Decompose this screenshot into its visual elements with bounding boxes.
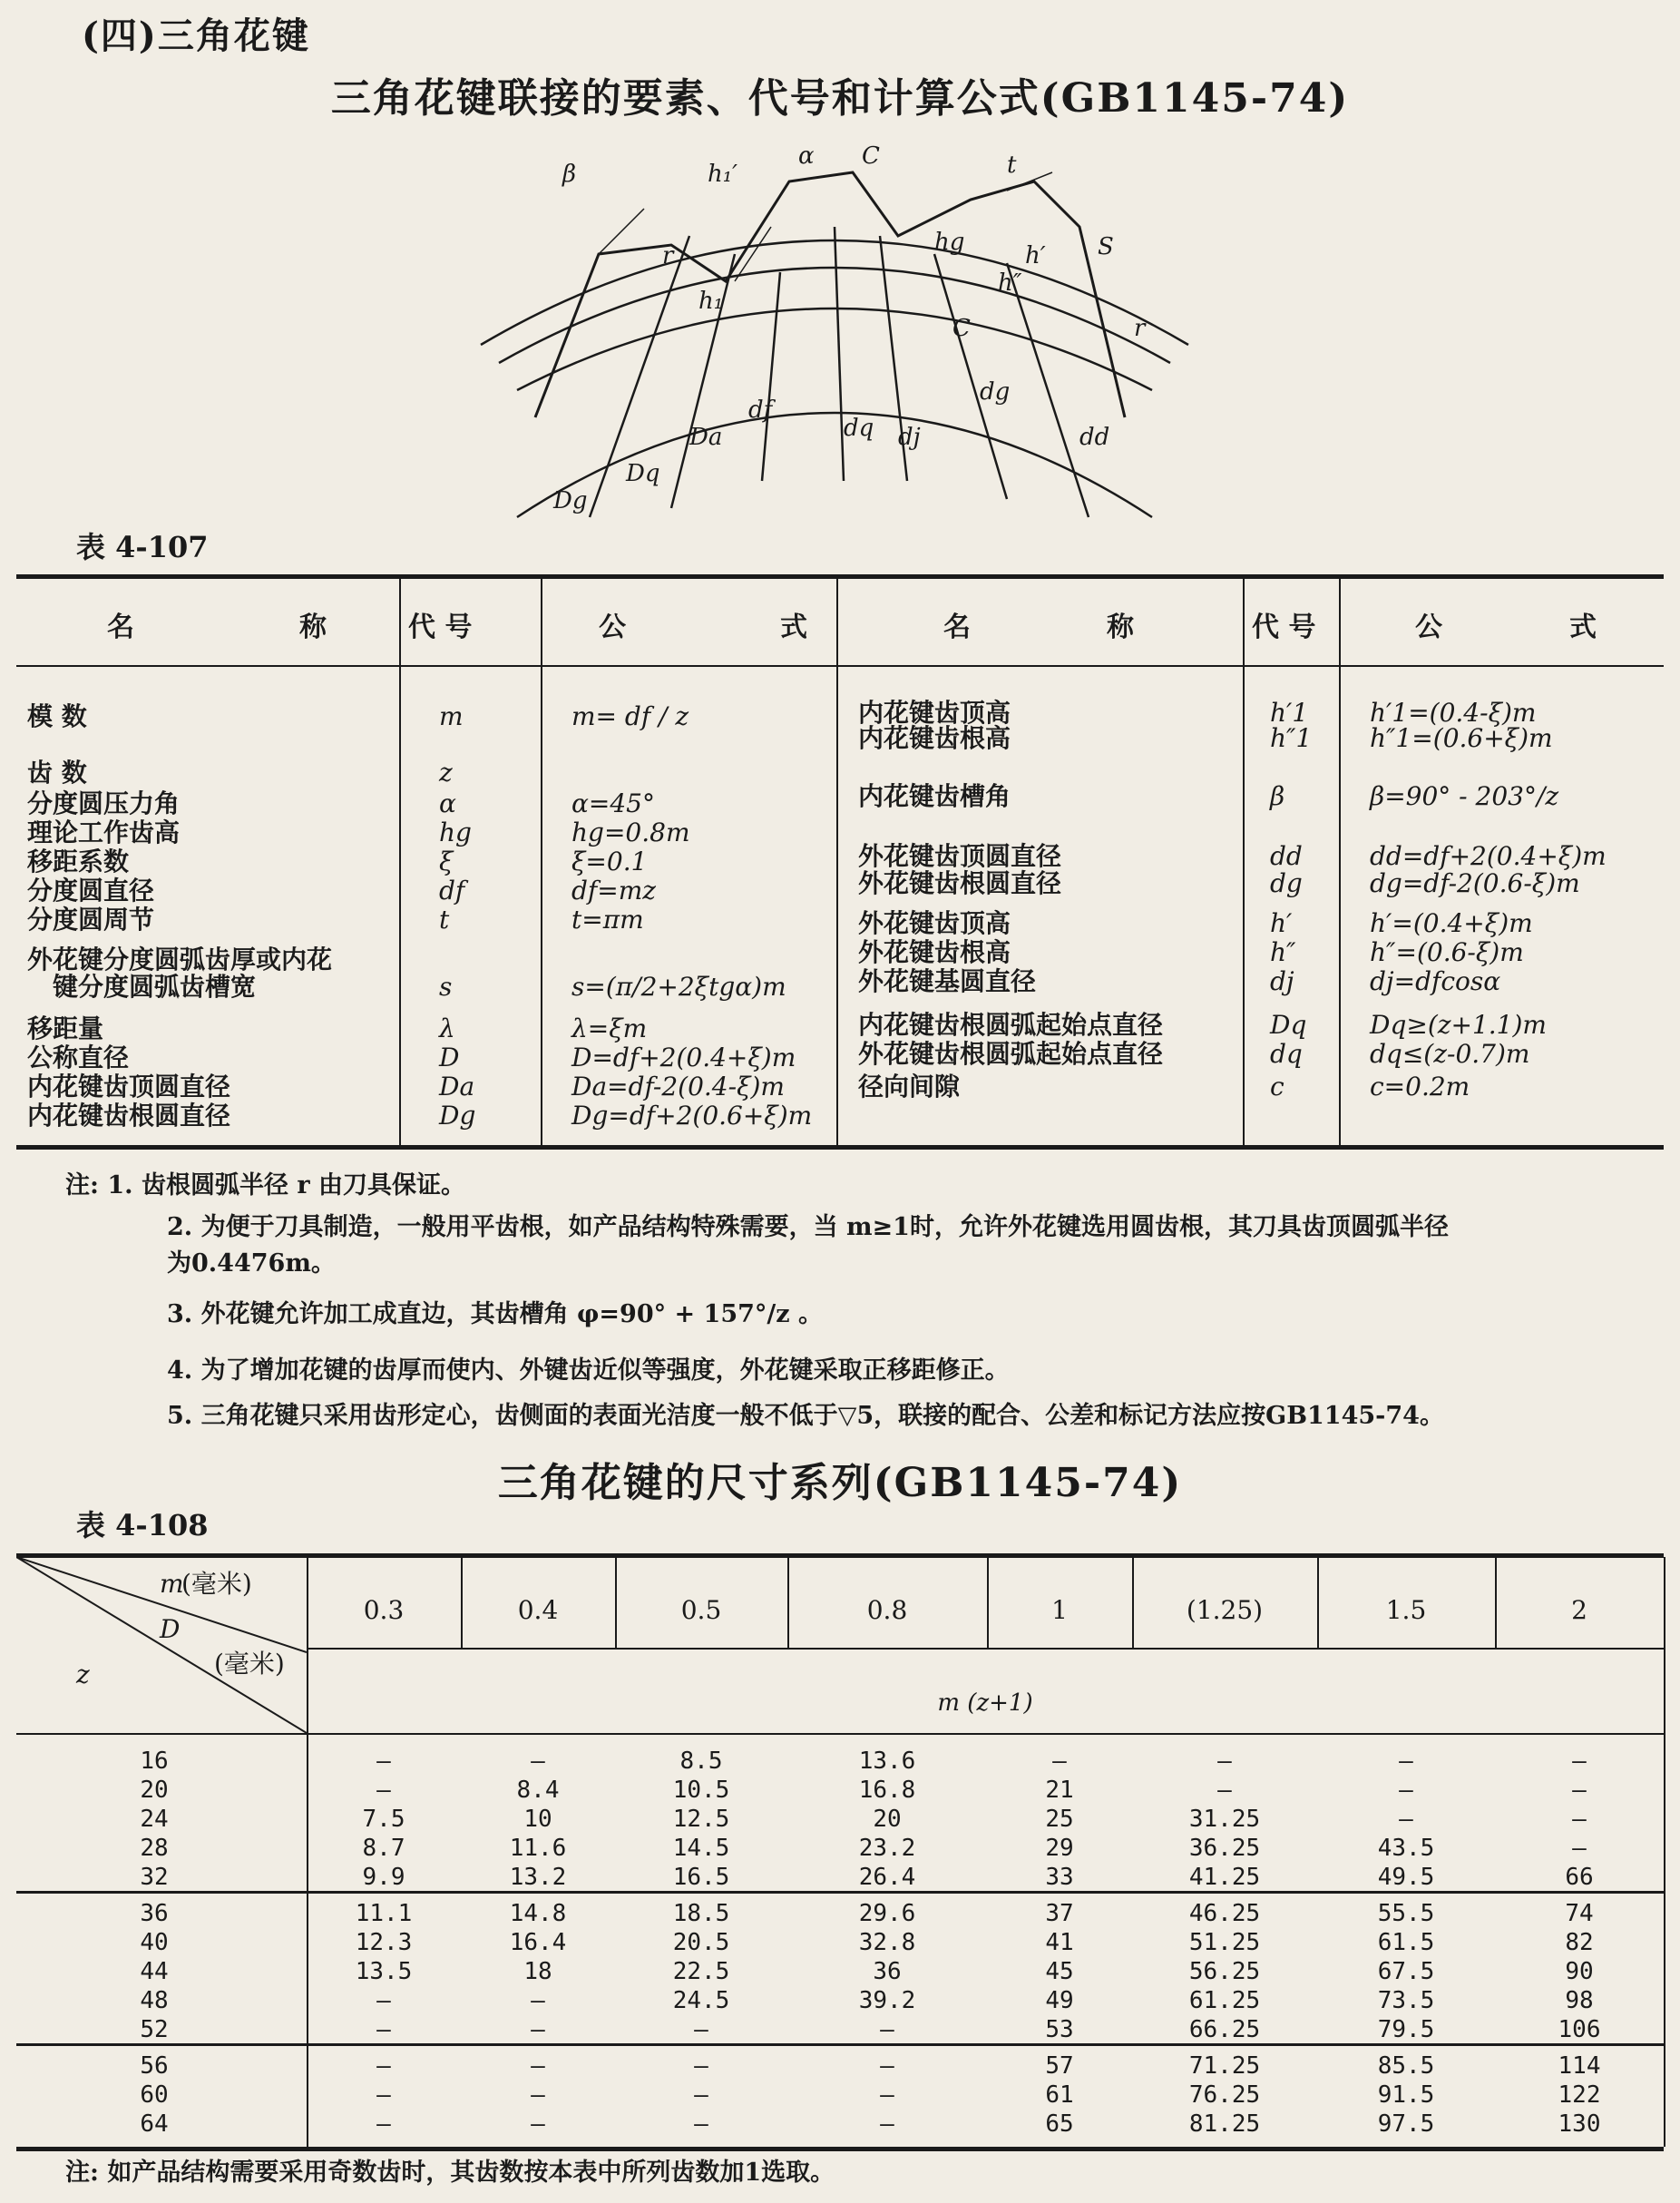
- table2-cell: 49.5: [1377, 1864, 1435, 1891]
- table2-cell: 39.2: [858, 1987, 916, 2014]
- z-cell: 24: [140, 1806, 169, 1833]
- table2-cell: —: [1052, 1748, 1067, 1775]
- table2-cell: 41: [1045, 1929, 1074, 1956]
- table2-cell: —: [880, 2016, 894, 2043]
- table2-cell: 7.5: [362, 1806, 405, 1833]
- left-row-formula: α=45°: [571, 788, 655, 818]
- z-cell: 64: [140, 2110, 169, 2138]
- table2-cell: —: [376, 1987, 391, 2014]
- left-row-code: Da: [439, 1072, 475, 1102]
- table2-cell: 29.6: [858, 1900, 916, 1927]
- z-cell: 20: [140, 1777, 169, 1804]
- left-row-formula: D=df+2(0.4+ξ)m: [571, 1043, 796, 1072]
- hdr-name-a-left: 名: [107, 612, 134, 643]
- diagram-label-beta: β: [562, 161, 577, 188]
- table2-cell: —: [1572, 1777, 1587, 1804]
- table2-cell: —: [376, 2016, 391, 2043]
- left-row-code: Dg: [439, 1101, 476, 1131]
- table2-note: 注: 如产品结构需要采用奇数齿时，其齿数按本表中所列齿数加1选取。: [65, 2159, 835, 2187]
- table2-cell: 91.5: [1377, 2081, 1435, 2109]
- note-line: 4. 为了增加花键的齿厚而使内、外键齿近似等强度，外花键采取正移距修正。: [167, 1356, 1010, 1385]
- diagram-label-dd: dd: [1079, 424, 1110, 451]
- table2-cell: 61.25: [1188, 1987, 1261, 2014]
- hdr-code-left: 代 号: [408, 612, 473, 643]
- table2-cell: 57: [1045, 2052, 1074, 2080]
- left-row-formula: df=mz: [571, 876, 657, 906]
- table2-cell: 23.2: [858, 1835, 916, 1862]
- table2-cell: 73.5: [1377, 1987, 1435, 2014]
- table2-cell: 8.5: [679, 1748, 723, 1775]
- right-row-name: 内花键齿顶高: [858, 698, 1011, 728]
- left-row-name: 外花键分度圆弧齿厚或内花: [27, 945, 333, 974]
- table2-cell: 82: [1565, 1929, 1594, 1956]
- table2-header-rule: [16, 1733, 1664, 1735]
- left-row-code: D: [439, 1043, 460, 1072]
- left-row-formula: Da=df-2(0.4-ξ)m: [571, 1072, 785, 1102]
- diagram-label-c2: C: [952, 315, 971, 342]
- right-row-name: 外花键基圆直径: [858, 966, 1037, 996]
- table2-cell: 20.5: [672, 1929, 730, 1956]
- right-row-name: 内花键齿根圆弧起始点直径: [858, 1010, 1164, 1040]
- table2-cell: 13.5: [355, 1958, 413, 1985]
- pitch-arc: [499, 268, 1170, 363]
- table2-cell: 66.25: [1188, 2016, 1261, 2043]
- z-cell: 40: [140, 1929, 169, 1956]
- left-row-name: 内花键齿根圆直径: [27, 1101, 231, 1131]
- table2-cell: 16.8: [858, 1777, 916, 1804]
- corner-d: D: [160, 1614, 181, 1644]
- left-row-formula: λ=ξm: [571, 1013, 648, 1043]
- table2-cell: —: [1572, 1806, 1587, 1833]
- right-row-formula: dg=df-2(0.6-ξ)m: [1370, 868, 1580, 898]
- table2-cell: 98: [1565, 1987, 1594, 2014]
- table2-cell: 71.25: [1188, 2052, 1261, 2080]
- right-row-formula: β=90° - 203°/z: [1370, 781, 1559, 811]
- diagram-label-c: C: [862, 142, 880, 170]
- right-row-code: h″1: [1270, 723, 1313, 753]
- table2-cell: 97.5: [1377, 2110, 1435, 2138]
- table2-cell: 61: [1045, 2081, 1074, 2109]
- right-row-name: 径向间隙: [858, 1072, 961, 1102]
- table2-cell: 37: [1045, 1900, 1074, 1927]
- z-cell: 32: [140, 1864, 169, 1891]
- z-cell: 28: [140, 1835, 169, 1862]
- right-row-formula: Dq≥(z+1.1)m: [1370, 1010, 1547, 1040]
- m-header-cell: 0.8: [866, 1595, 908, 1625]
- right-row-formula: h″1=(0.6+ξ)m: [1370, 723, 1553, 753]
- table2-cell: —: [880, 2081, 894, 2109]
- left-row-name: 分度圆周节: [27, 905, 155, 935]
- table2-cell: 90: [1565, 1958, 1594, 1985]
- diagram-label-s: S: [1098, 233, 1114, 260]
- table2-bottom-rule: [16, 2147, 1664, 2151]
- table2-cell: 85.5: [1377, 2052, 1435, 2080]
- z-cell: 60: [140, 2081, 169, 2109]
- table2-cell: 65: [1045, 2110, 1074, 2138]
- right-row-code: dj: [1270, 966, 1294, 996]
- table2-cell: 45: [1045, 1958, 1074, 1985]
- diagram-label-h1: h₁: [698, 288, 724, 315]
- table2-cell: —: [694, 2016, 708, 2043]
- table2-cell: 12.3: [355, 1929, 413, 1956]
- right-row-code: c: [1270, 1072, 1284, 1102]
- table2-cell: 11.6: [509, 1835, 567, 1862]
- table2-cell: 22.5: [672, 1958, 730, 1985]
- z-cell: 52: [140, 2016, 169, 2043]
- table2-cell: —: [376, 2081, 391, 2109]
- left-row-code: λ: [439, 1013, 455, 1043]
- left-row-name: 模 数: [27, 701, 87, 731]
- table2-cell: 74: [1565, 1900, 1594, 1927]
- table2-cell: 12.5: [672, 1806, 730, 1833]
- table2-cell: —: [694, 2052, 708, 2080]
- left-row-formula: m= df / z: [571, 701, 689, 731]
- table2-cell: 10: [523, 1806, 552, 1833]
- diagram-label-h2p: h′: [1025, 242, 1046, 269]
- center-arc: [517, 413, 1152, 517]
- table2-cell: 13.2: [509, 1864, 567, 1891]
- hdr-formula-a-right: 公: [1415, 612, 1442, 643]
- left-row-code: t: [439, 905, 450, 935]
- corner-m-unit: (毫米): [181, 1569, 252, 1599]
- left-row-code: α: [439, 788, 456, 818]
- left-row-name: 内花键齿顶圆直径: [27, 1072, 231, 1102]
- table1-header-rule: [16, 665, 1664, 667]
- table2-cell: 49: [1045, 1987, 1074, 2014]
- right-row-name: 外花键齿根圆直径: [858, 868, 1062, 898]
- right-row-code: Dq: [1270, 1010, 1307, 1040]
- table2-cell: 36: [873, 1958, 902, 1985]
- table2-cell: —: [1399, 1748, 1413, 1775]
- table2-cell: —: [1572, 1835, 1587, 1862]
- diagram-label-dj: dj: [898, 424, 921, 451]
- table2-cell: 10.5: [672, 1777, 730, 1804]
- note-line: 为0.4476m。: [167, 1249, 336, 1278]
- m-header-cell: 0.3: [363, 1595, 405, 1625]
- table2-cell: 79.5: [1377, 2016, 1435, 2043]
- note-line: 3. 外花键允许加工成直边，其齿槽角 φ=90° + 157°/z 。: [167, 1300, 823, 1328]
- left-row-formula: ξ=0.1: [571, 847, 648, 876]
- hdr-formula-a-left: 公: [599, 612, 626, 643]
- left-row-name: 分度圆压力角: [27, 788, 181, 818]
- table2-cell: —: [531, 2016, 545, 2043]
- table2-cell: —: [1572, 1748, 1587, 1775]
- z-cell: 56: [140, 2052, 169, 2080]
- right-row-name: 内花键齿槽角: [858, 781, 1011, 811]
- table2-cell: 130: [1558, 2110, 1601, 2138]
- right-row-formula: h″=(0.6-ξ)m: [1370, 937, 1524, 967]
- diagram-label-df: df: [748, 397, 773, 424]
- table2-cell: 31.25: [1188, 1806, 1261, 1833]
- right-row-code: dq: [1270, 1039, 1303, 1069]
- left-row-formula: Dg=df+2(0.6+ξ)m: [571, 1101, 813, 1131]
- table2-cell: —: [376, 1777, 391, 1804]
- table2-cell: 8.7: [362, 1835, 405, 1862]
- table2-cell: 9.9: [362, 1864, 405, 1891]
- left-row-formula: t=πm: [571, 905, 644, 935]
- left-row-name: 移距系数: [27, 847, 130, 876]
- table2-cell: 114: [1558, 2052, 1601, 2080]
- hdr-formula-b-right: 式: [1569, 612, 1597, 643]
- m-header-cell: 0.4: [517, 1595, 559, 1625]
- table2-cell: 11.1: [355, 1900, 413, 1927]
- table2-cell: 61.5: [1377, 1929, 1435, 1956]
- hdr-name-b-right: 称: [1107, 612, 1134, 643]
- right-row-code: h′: [1270, 908, 1293, 938]
- right-row-code: h′1: [1270, 698, 1309, 728]
- table2-cell: —: [531, 2052, 545, 2080]
- left-row-code: s: [439, 972, 453, 1002]
- right-row-formula: h′=(0.4+ξ)m: [1370, 908, 1533, 938]
- table2-cell: —: [694, 2081, 708, 2109]
- z-cell: 48: [140, 1987, 169, 2014]
- diagram-label-hg: hg: [934, 229, 965, 256]
- table1-title: 三角花键联接的要素、代号和计算公式(GB1145-74): [330, 75, 1350, 122]
- diagram-label-alpha: α: [798, 142, 815, 170]
- right-row-code: β: [1270, 781, 1285, 811]
- table2-cell: 36.25: [1188, 1835, 1261, 1862]
- table2-cell: 25: [1045, 1806, 1074, 1833]
- right-row-name: 外花键齿顶高: [858, 908, 1011, 938]
- m-header-cell: (1.25): [1186, 1595, 1264, 1625]
- table2-cell: 53: [1045, 2016, 1074, 2043]
- z-cell: 16: [140, 1748, 169, 1775]
- table2-cell: 41.25: [1188, 1864, 1261, 1891]
- table2-title: 三角花键的尺寸系列(GB1145-74): [497, 1460, 1183, 1506]
- diagram-label-dg-upper: Dg: [553, 487, 588, 514]
- left-row-formula: s=(π/2+2ξtgα)m: [571, 972, 786, 1002]
- left-row-code: df: [439, 876, 465, 906]
- right-row-name: 外花键齿根高: [858, 937, 1011, 967]
- table2-cell: 67.5: [1377, 1958, 1435, 1985]
- table2-cell: 76.25: [1188, 2081, 1261, 2109]
- corner-d-unit: (毫米): [214, 1649, 285, 1679]
- right-row-name: 内花键齿根高: [858, 723, 1011, 753]
- table2-cell: 16.4: [509, 1929, 567, 1956]
- left-row-name: 分度圆直径: [27, 876, 155, 906]
- left-row-name: 键分度圆弧齿槽宽: [53, 972, 257, 1002]
- table2-cell: —: [1399, 1806, 1413, 1833]
- table2-cell: —: [1399, 1777, 1413, 1804]
- table2-cell: 55.5: [1377, 1900, 1435, 1927]
- left-row-name: 齿 数: [27, 758, 87, 788]
- diagram-label-dq-upper: Dq: [626, 460, 660, 487]
- left-row-code: ξ: [439, 847, 454, 876]
- table2-cell: 29: [1045, 1835, 1074, 1862]
- table2-cell: 26.4: [858, 1864, 916, 1891]
- diagram-label-r-right: r: [1134, 315, 1146, 342]
- m-header-cell: 1: [1051, 1595, 1068, 1625]
- note-line: 注: 1. 齿根圆弧半径 r 由刀具保证。: [65, 1171, 465, 1199]
- table2-cell: —: [1217, 1748, 1232, 1775]
- table2-cell: 18.5: [672, 1900, 730, 1927]
- hdr-name-b-left: 称: [299, 612, 327, 643]
- table1-bottom-rule: [16, 1145, 1664, 1150]
- table2-cell: 43.5: [1377, 1835, 1435, 1862]
- corner-z: z: [76, 1660, 90, 1689]
- table2-cell: 66: [1565, 1864, 1594, 1891]
- note-line: 5. 三角花键只采用齿形定心，齿侧面的表面光洁度一般不低于▽5，联接的配合、公差和标记方法应按GB1145-74。: [167, 1402, 1444, 1430]
- right-row-formula: h′1=(0.4-ξ)m: [1370, 698, 1537, 728]
- table2-cell: 32.8: [858, 1929, 916, 1956]
- diagram-label-r-left: r: [662, 242, 674, 269]
- left-row-name: 公称直径: [27, 1043, 130, 1072]
- table1-label: 表 4-107: [76, 530, 209, 564]
- left-row-code: hg: [439, 818, 472, 847]
- right-row-formula: dd=df+2(0.4+ξ)m: [1370, 841, 1607, 871]
- hdr-formula-b-left: 式: [780, 612, 807, 643]
- diagram-label-dg: dg: [980, 378, 1011, 406]
- table2-cell: —: [376, 1748, 391, 1775]
- table2-cell: —: [376, 2110, 391, 2138]
- left-row-name: 移距量: [27, 1013, 104, 1043]
- diagram-label-dq: dq: [844, 415, 874, 442]
- right-row-code: dd: [1270, 841, 1303, 871]
- table2-cell: 20: [873, 1806, 902, 1833]
- tooth-profile: [535, 172, 1125, 417]
- right-row-name: 外花键齿顶圆直径: [858, 841, 1062, 871]
- table1-top-rule: [16, 574, 1664, 579]
- corner-m: m: [160, 1569, 184, 1599]
- table2-cell: —: [880, 2052, 894, 2080]
- table2-cell: —: [880, 2110, 894, 2138]
- table2-cell: —: [531, 1987, 545, 2014]
- table2-cell: 14.8: [509, 1900, 567, 1927]
- note-line: 2. 为便于刀具制造，一般用平齿根，如产品结构特殊需要，当 m≥1时，允许外花键选用圆齿根，其刀具齿顶圆弧半径: [167, 1213, 1449, 1241]
- table2-cell: 56.25: [1188, 1958, 1261, 1985]
- m-header-cell: 0.5: [680, 1595, 722, 1625]
- left-row-name: 理论工作齿高: [27, 818, 181, 847]
- left-row-code: m: [439, 701, 464, 731]
- z-cell: 36: [140, 1900, 169, 1927]
- hdr-name-a-right: 名: [943, 612, 971, 643]
- table2-cell: 46.25: [1188, 1900, 1261, 1927]
- table2-cell: 24.5: [672, 1987, 730, 2014]
- left-row-code: z: [439, 758, 453, 788]
- right-row-formula: dq≤(z-0.7)m: [1370, 1039, 1530, 1069]
- table2-cell: —: [376, 2052, 391, 2080]
- hdr-code-right: 代 号: [1252, 612, 1316, 643]
- table2-cell: 81.25: [1188, 2110, 1261, 2138]
- table2-cell: 16.5: [672, 1864, 730, 1891]
- m-header-cell: 2: [1571, 1595, 1587, 1625]
- diagram-label-t: t: [1007, 152, 1017, 179]
- table2-cell: 13.6: [858, 1748, 916, 1775]
- table2-cell: —: [531, 1748, 545, 1775]
- inner-arc: [517, 308, 1152, 390]
- table2-cell: 14.5: [672, 1835, 730, 1862]
- spline-diagram: [463, 118, 1206, 544]
- table2-cell: —: [1217, 1777, 1232, 1804]
- section-title: (四)三角花键: [82, 15, 310, 57]
- table2-cell: 8.4: [516, 1777, 560, 1804]
- table2-cell: 106: [1558, 2016, 1601, 2043]
- table2-subheader: m (z+1): [937, 1689, 1033, 1717]
- table2-cell: —: [531, 2081, 545, 2109]
- right-row-formula: dj=dfcosα: [1370, 966, 1501, 996]
- diagram-label-h1p: h₁′: [708, 161, 738, 188]
- right-row-code: h″: [1270, 937, 1296, 967]
- right-row-name: 外花键齿根圆弧起始点直径: [858, 1039, 1164, 1069]
- diagram-label-da: Da: [689, 424, 723, 451]
- table2-cell: 122: [1558, 2081, 1601, 2109]
- diagram-label-h2pp: h″: [998, 269, 1022, 297]
- table2-cell: 33: [1045, 1864, 1074, 1891]
- table2-cell: 21: [1045, 1777, 1074, 1804]
- right-row-code: dg: [1270, 868, 1303, 898]
- z-cell: 44: [140, 1958, 169, 1985]
- table2-cell: 18: [523, 1958, 552, 1985]
- table2-label: 表 4-108: [76, 1508, 209, 1542]
- m-header-cell: 1.5: [1385, 1595, 1427, 1625]
- table2-cell: 51.25: [1188, 1929, 1261, 1956]
- table2-cell: —: [531, 2110, 545, 2138]
- right-row-formula: c=0.2m: [1370, 1072, 1470, 1102]
- left-row-formula: hg=0.8m: [571, 818, 690, 847]
- table2-cell: —: [694, 2110, 708, 2138]
